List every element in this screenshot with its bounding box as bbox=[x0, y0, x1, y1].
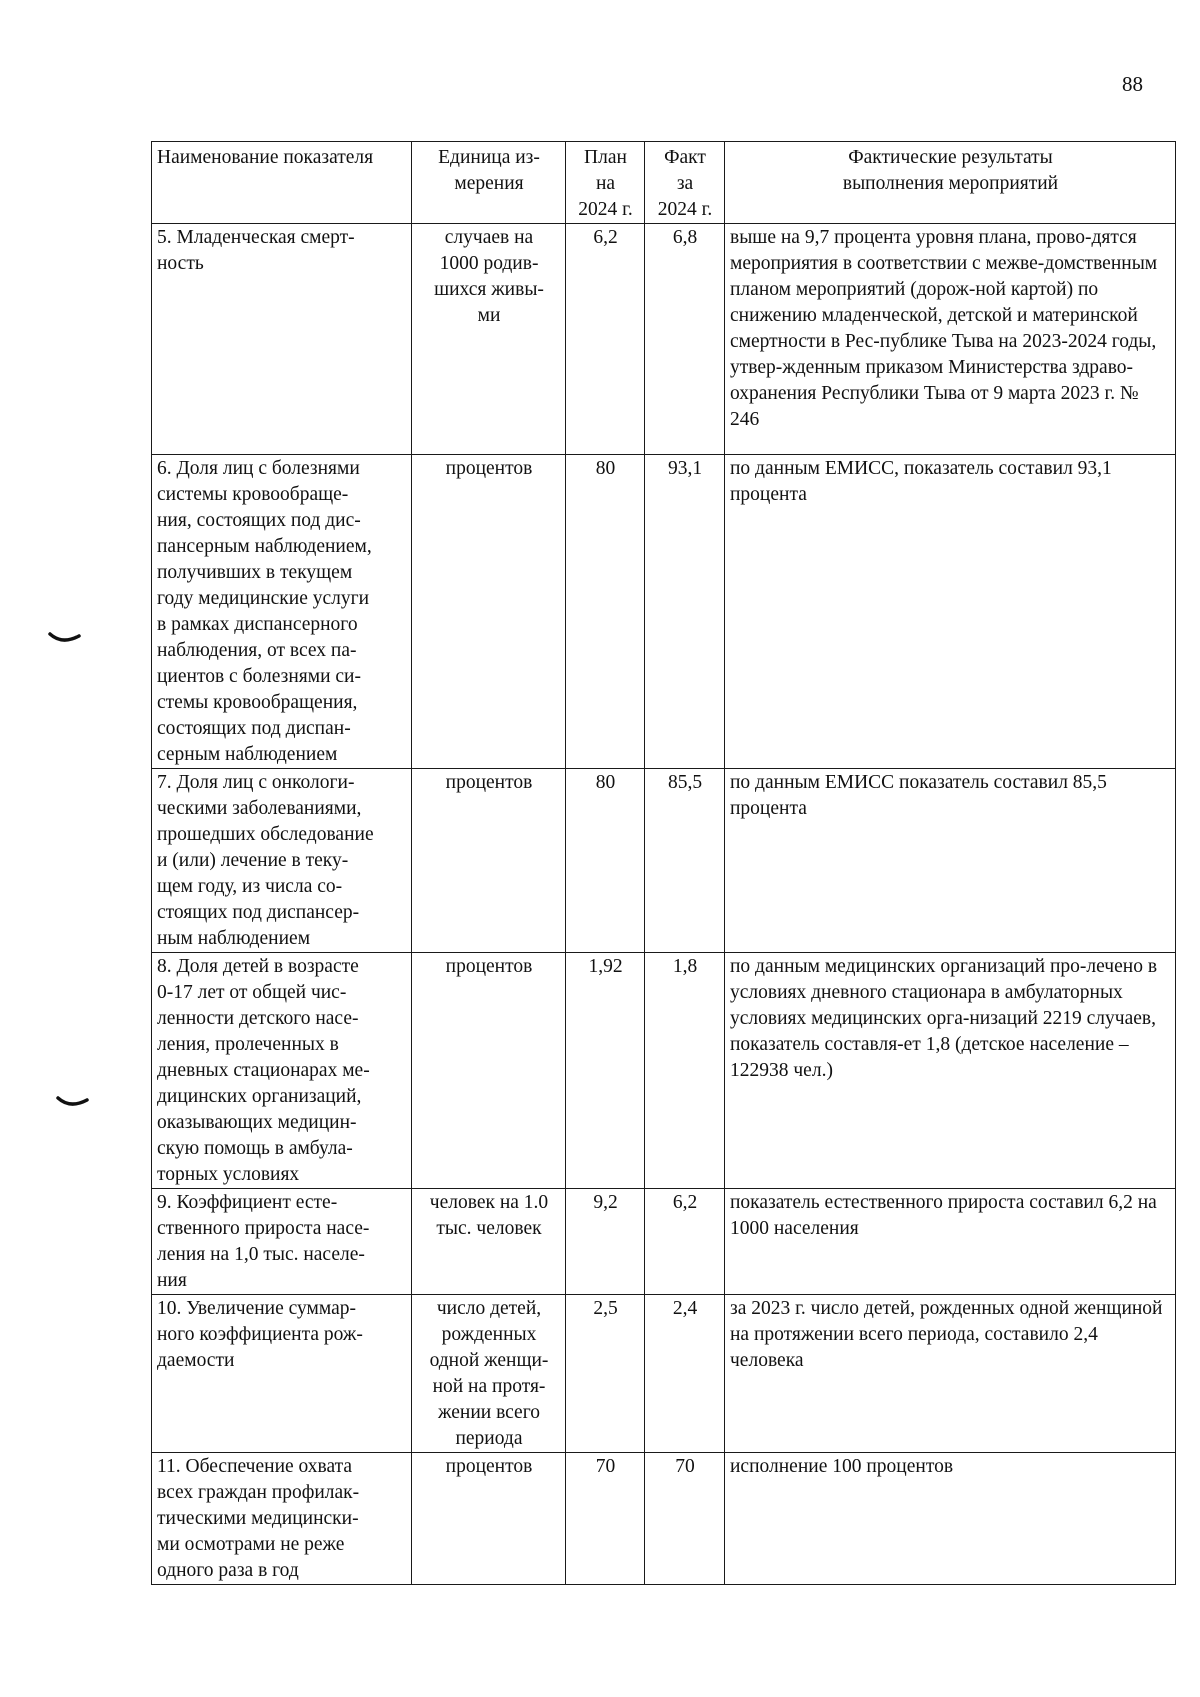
header-fact: Факт за 2024 г. bbox=[645, 142, 725, 224]
fact-cell: 1,8 bbox=[645, 953, 725, 1189]
plan-cell: 2,5 bbox=[566, 1295, 645, 1453]
result-cell: исполнение 100 процентов bbox=[725, 1453, 1176, 1585]
table-row bbox=[152, 769, 1176, 953]
binder-mark-upper bbox=[48, 631, 82, 645]
result-cell: по данным ЕМИСС, показатель составил 93,1 процента bbox=[725, 455, 1176, 769]
indicator-name-cell: 5. Младенческая смерт- ность bbox=[152, 224, 412, 455]
result-cell: за 2023 г. число детей, рожденных одной женщиной на протяжении всего периода, составило 2,4 человека bbox=[725, 1295, 1176, 1453]
unit-cell: число детей, рожденных одной женщи- ной на протя- жении всего периода bbox=[412, 1295, 566, 1453]
indicator-name-cell: 11. Обеспечение охвата всех граждан профилак- тическими медицински- ми осмотрами не реже одного раза в год bbox=[152, 1453, 412, 1585]
indicator-name-cell: 8. Доля детей в возрасте 0-17 лет от общей чис- ленности детского насе- ления, пролеченных в дневных стационарах ме- дицинских организаций, оказывающих медицин- скую помощь в амбула- торных условиях bbox=[152, 953, 412, 1189]
plan-cell: 9,2 bbox=[566, 1189, 645, 1295]
page-number: 88 bbox=[1122, 72, 1143, 96]
fact-cell: 70 bbox=[645, 1453, 725, 1585]
fact-cell: 6,8 bbox=[645, 224, 725, 455]
table-row bbox=[152, 1189, 1176, 1295]
result-cell: по данным ЕМИСС показатель составил 85,5 процента bbox=[725, 769, 1176, 953]
binder-mark-lower bbox=[56, 1095, 90, 1109]
plan-cell: 1,92 bbox=[566, 953, 645, 1189]
unit-cell: процентов bbox=[412, 1453, 566, 1585]
table-header-row bbox=[152, 142, 1176, 224]
table-row bbox=[152, 953, 1176, 1189]
table-row bbox=[152, 1295, 1176, 1453]
fact-cell: 93,1 bbox=[645, 455, 725, 769]
header-plan: План на 2024 г. bbox=[566, 142, 645, 224]
result-cell: показатель естественного прироста составил 6,2 на 1000 населения bbox=[725, 1189, 1176, 1295]
result-cell: по данным медицинских организаций про-лечено в условиях дневного стационара в амбулаторных условиях медицинских орга-низаций 2219 случаев, показатель составля-ет 1,8 (детское население – 122938 чел.) bbox=[725, 953, 1176, 1189]
fact-cell: 85,5 bbox=[645, 769, 725, 953]
fact-cell: 6,2 bbox=[645, 1189, 725, 1295]
table-row bbox=[152, 455, 1176, 769]
indicator-name-cell: 10. Увеличение суммар- ного коэффициента рож- даемости bbox=[152, 1295, 412, 1453]
table-row bbox=[152, 1453, 1176, 1585]
unit-cell: процентов bbox=[412, 455, 566, 769]
plan-cell: 6,2 bbox=[566, 224, 645, 455]
header-unit: Единица из- мерения bbox=[412, 142, 566, 224]
unit-cell: процентов bbox=[412, 953, 566, 1189]
unit-cell: человек на 1.0 тыс. человек bbox=[412, 1189, 566, 1295]
indicator-name-cell: 6. Доля лиц с болезнями системы кровообраще- ния, состоящих под дис- пансерным наблюдением, получивших в текущем году медицинские услуги в рамках диспансерного наблюдения, от всех па- циентов с болезнями си- стемы кровообращения, состоящих под диспан- серным наблюдением bbox=[152, 455, 412, 769]
indicators-table bbox=[151, 141, 1176, 1585]
unit-cell: случаев на 1000 родив- шихся живы- ми bbox=[412, 224, 566, 455]
plan-cell: 80 bbox=[566, 769, 645, 953]
header-indicator-name: Наименование показателя bbox=[152, 142, 412, 224]
unit-cell: процентов bbox=[412, 769, 566, 953]
plan-cell: 80 bbox=[566, 455, 645, 769]
plan-cell: 70 bbox=[566, 1453, 645, 1585]
table-row bbox=[152, 224, 1176, 455]
header-results: Фактические результаты выполнения мероприятий bbox=[725, 142, 1176, 224]
result-cell: выше на 9,7 процента уровня плана, прово-дятся мероприятия в соответствии с межве-домственным планом мероприятий (дорож-ной картой) по снижению младенческой, детской и материнской смертности в Рес-публике Тыва на 2023-2024 годы, утвер-жденным приказом Министерства здраво-охранения Республики Тыва от 9 марта 2023 г. № 246 bbox=[725, 224, 1176, 455]
indicator-name-cell: 9. Коэффициент есте- ственного прироста насе- ления на 1,0 тыс. населе- ния bbox=[152, 1189, 412, 1295]
indicator-name-cell: 7. Доля лиц с онкологи- ческими заболеваниями, прошедших обследование и (или) лечение в теку- щем году, из числа со- стоящих под диспансер- ным наблюдением bbox=[152, 769, 412, 953]
fact-cell: 2,4 bbox=[645, 1295, 725, 1453]
